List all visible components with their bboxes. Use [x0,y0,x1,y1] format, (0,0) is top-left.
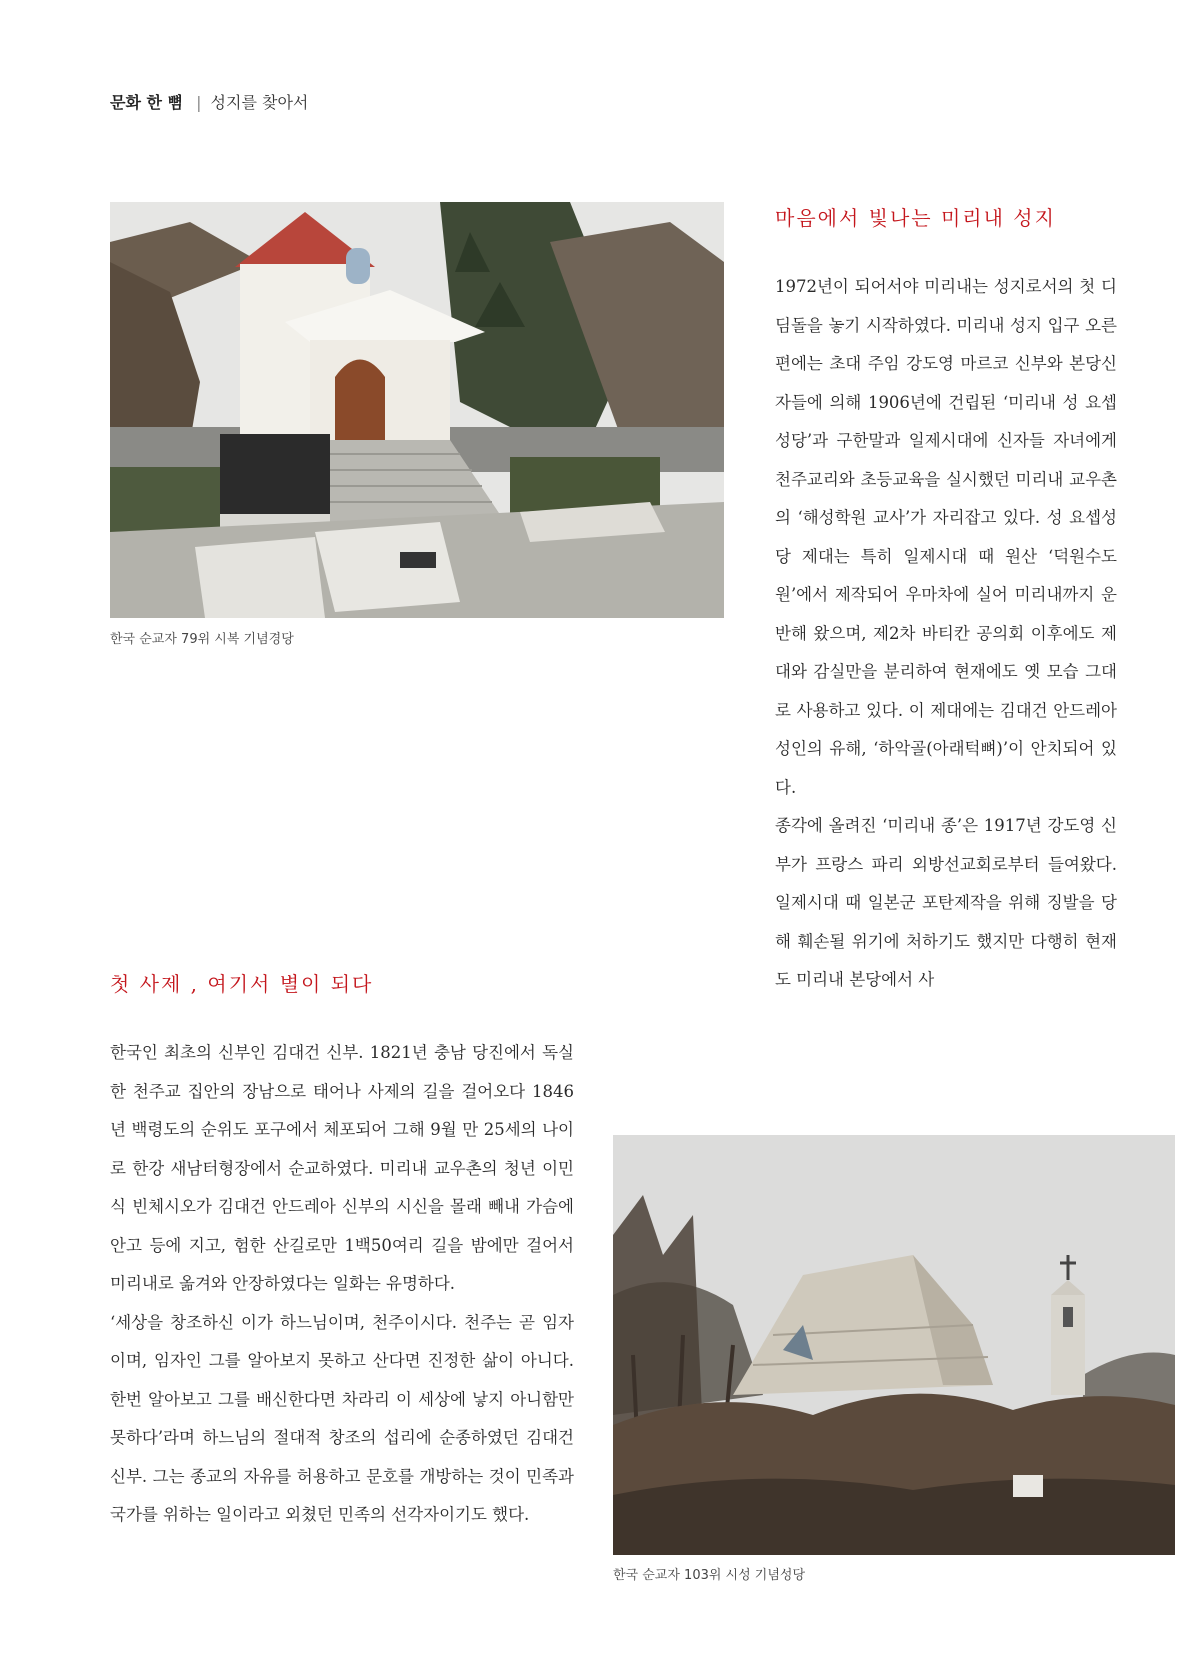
header-separator: | [196,93,202,112]
subsection-title: 성지를 찾아서 [210,93,309,112]
basilica-photo [613,1135,1175,1555]
left-article-body [110,1034,574,1535]
right-article-body [775,268,1117,1000]
chapel-photo-caption: 한국 순교자 79위 시복 기념경당 [110,632,294,647]
basilica-photo-caption: 한국 순교자 103위 시성 기념성당 [613,1568,806,1583]
right-paragraph-1: 1972년이 되어서야 미리내는 성지로서의 첫 디딤돌을 놓기 시작하였다. 미리내 성지 입구 오른편에는 초대 주임 강도영 마르코 신부와 본당신자들에 의해 1906년에 건립된 ‘미리내 성 요셉 성당’과 구한말과 일제시대에 신자들 자녀에게 천주교리와 초등교육을 실시했던 미리내 교우촌의 ‘해성학원 교사’가 자리잡고 있다. 성 요셉성당 제대는 특히 일제시대 때 원산 ‘덕원수도원’에서 제작되어 우마차에 실어 미리내까지 운반해 왔으며, 제2차 바티칸 공의회 이후에도 제대와 감실만을 분리하여 현재에도 옛 모습 그대로 사용하고 있다. 이 제대에는 김대건 안드레아 성인의 유해, ‘하악골(아래턱뼈)’이 안치되어 있다. [775,277,1117,797]
chapel-photo [110,202,724,618]
right-paragraph-2: 종각에 올려진 ‘미리내 종’은 1917년 강도영 신부가 프랑스 파리 외방선교회로부터 들여왔다. 일제시대 때 일본군 포탄제작을 위해 징발을 당해 훼손될 위기에 처하기도 했지만 다행히 현재도 미리내 본당에서 사 [775,816,1117,989]
page-header [110,90,308,113]
left-article-heading: 첫 사제 , 여기서 별이 되다 [110,972,374,996]
section-title: 문화 한 뼘 [110,93,183,112]
right-article-heading: 마음에서 빛나는 미리내 성지 [775,206,1056,230]
left-paragraph-1: 한국인 최초의 신부인 김대건 신부. 1821년 충남 당진에서 독실한 천주교 집안의 장남으로 태어나 사제의 길을 걸어오다 1846년 백령도의 순위도 포구에서 체포되어 그해 9월 만 25세의 나이로 한강 새남터형장에서 순교하였다. 미리내 교우촌의 청년 이민식 빈체시오가 김대건 안드레아 신부의 시신을 몰래 빼내 가슴에 안고 등에 지고, 험한 산길로만 1백50여리 길을 밤에만 걸어서 미리내로 옮겨와 안장하였다는 일화는 유명하다. [110,1043,574,1293]
left-paragraph-2: ‘세상을 창조하신 이가 하느님이며, 천주이시다. 천주는 곧 임자이며, 임자인 그를 알아보지 못하고 산다면 진정한 삶이 아니다. 한번 알아보고 그를 배신한다면 차라리 이 세상에 낳지 아니함만 못하다’라며 하느님의 절대적 창조의 섭리에 순종하였던 김대건 신부. 그는 종교의 자유를 허용하고 문호를 개방하는 것이 민족과 국가를 위하는 일이라고 외쳤던 민족의 선각자이기도 했다. [110,1312,574,1524]
